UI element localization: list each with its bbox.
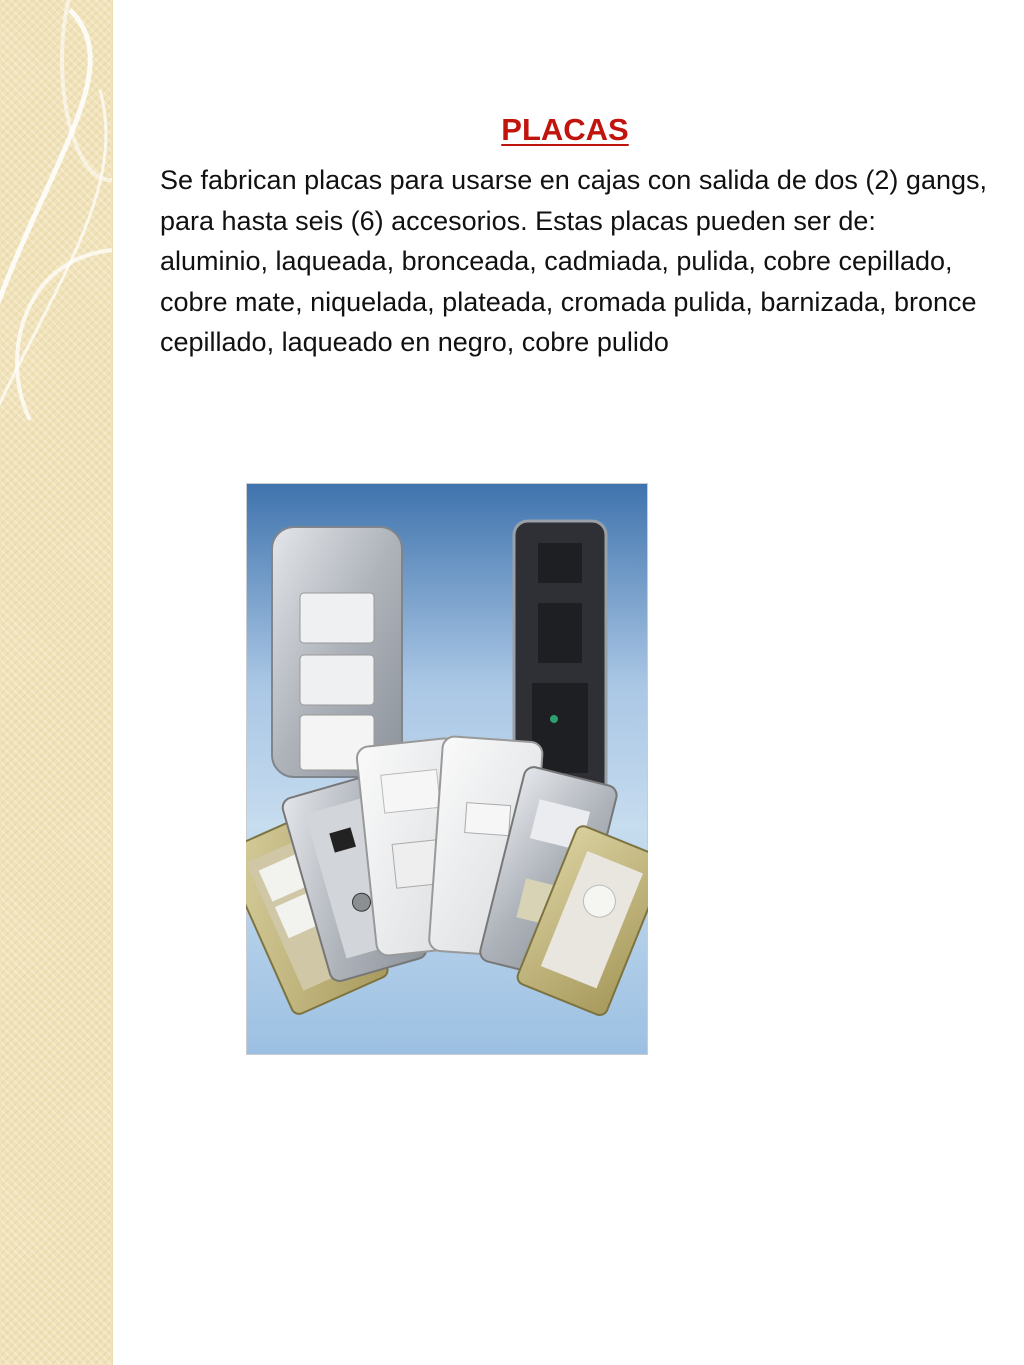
- wall-plates-photo: [246, 483, 648, 1055]
- slide-body-text: Se fabrican placas para usarse en cajas con salida de dos (2) gangs, para hasta seis (6) accesorios. Estas placas pueden ser de: aluminio, laqueada, bronceada, cadmiada, pulida, cobre cepillado, cobre mate, niquelada, plateada, cromada pulida, barnizada, bronce cepillado, laqueado en negro, cobre pulido: [160, 165, 987, 357]
- decorative-side-band: [0, 0, 113, 1365]
- swirl-ornament: [0, 0, 112, 520]
- silver-plate-tall: [272, 527, 402, 777]
- slide-title: PLACAS: [501, 112, 629, 147]
